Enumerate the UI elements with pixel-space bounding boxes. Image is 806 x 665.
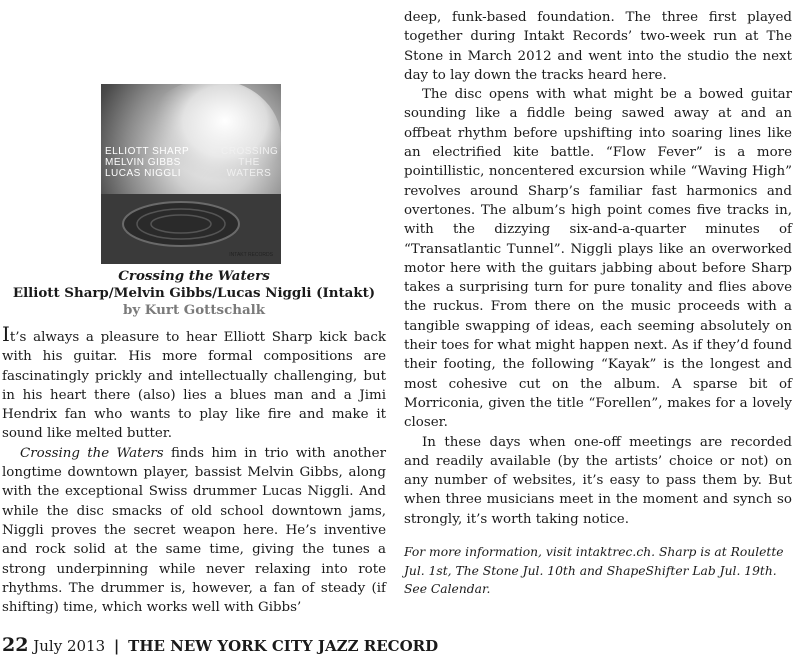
album-title: Crossing the Waters — [118, 268, 270, 284]
paragraph: deep, funk-based foundation. The three first played together during Intakt Records’ two-week run at The Stone in March 2012 and went into the studio the next day to lay down the tracks heard here. — [404, 10, 792, 83]
footer-separator: | — [113, 637, 120, 655]
paragraph: In these days when one-off meetings are recorded and readily available (by the artists’ choice or not) on any number of websites, it’s easy to pass them by. But when three musicians meet in the moment and synch so strongly, it’s worth taking notice. — [404, 434, 792, 527]
more-info-note: For more information, visit intaktrec.ch. Sharp is at Roulette Jul. 1st, The Stone Jul. 10th and ShapeShifter Lab Jul. 19th. See Calendar. — [404, 545, 784, 597]
page-number: 22 — [2, 634, 29, 656]
album-credits: Elliott Sharp/Melvin Gibbs/Lucas Niggli (Intakt) — [12, 285, 376, 301]
album-title-inline: Crossing the Waters — [20, 445, 164, 461]
left-column-body — [2, 322, 386, 617]
right-column-body — [404, 8, 792, 599]
drop-cap: I — [2, 322, 10, 346]
cover-album-title: CROSSING THE WATERS — [221, 146, 279, 179]
paragraph: The disc opens with what might be a bowed guitar sounding like a fiddle being sawed away at and an offbeat rhythm before upshifting into soaring lines like an electrified kite battle. “Flow Fever” is a more pointillistic, noncentered excursion while “Waving High” revolves around Sharp’s familiar fast harmonics and overtones. The album’s high point comes five tracks in, with the dizzying six-and-a-quarter minutes of “Transatlantic Tunnel”. Niggli plays like an overworked motor here with the guitars jabbing about before Sharp takes a surprising turn for pure tonality and flies above the ruckus. From there on the music proceeds with a tangible swapping of ideas, each seeming absolutely on their toes for what might happen next. As if they’d found their footing, the following “Kayak” is the longest and most cohesive cut on the album. A sparse bit of Morriconia, given the title “Forellen”, makes for a lovely closer. — [404, 87, 792, 431]
page-footer — [2, 634, 438, 657]
review-caption — [2, 268, 386, 319]
steam-cloud — [141, 84, 281, 199]
paragraph: Crossing the Waters finds him in trio with another longtime downtown player, bassist Melvin Gibbs, along with the exceptional Swiss drummer Lucas Niggli. And while the disc smacks of old school downtown jams, Niggli proves the secret weapon here. He’s inventive and rock solid at the same time, giving the tunes a strong underpinning while never relaxing into rote rhythms. The drummer is, however, a fan of steady (if shifting) time, which works well with Gibbs’ — [2, 445, 386, 616]
cover-artist-names: ELLIOTT SHARP MELVIN GIBBS LUCAS NIGGLI — [105, 146, 190, 179]
paragraph: It’s always a pleasure to hear Elliott Sharp kick back with his guitar. His more formal compositions are fascinatingly prickly and intellectually challenging, but in his heart there (also) lies a blues man and a Jimi Hendrix fan who wants to play like fire and make it sound like melted butter. — [2, 322, 386, 442]
issue-date: July 2013 — [33, 637, 106, 655]
album-cover — [101, 84, 281, 264]
cover-label-text: INTAKT RECORDS — [229, 252, 273, 258]
publication-name: THE NEW YORK CITY JAZZ RECORD — [128, 637, 439, 655]
byline: by Kurt Gottschalk — [123, 302, 265, 318]
